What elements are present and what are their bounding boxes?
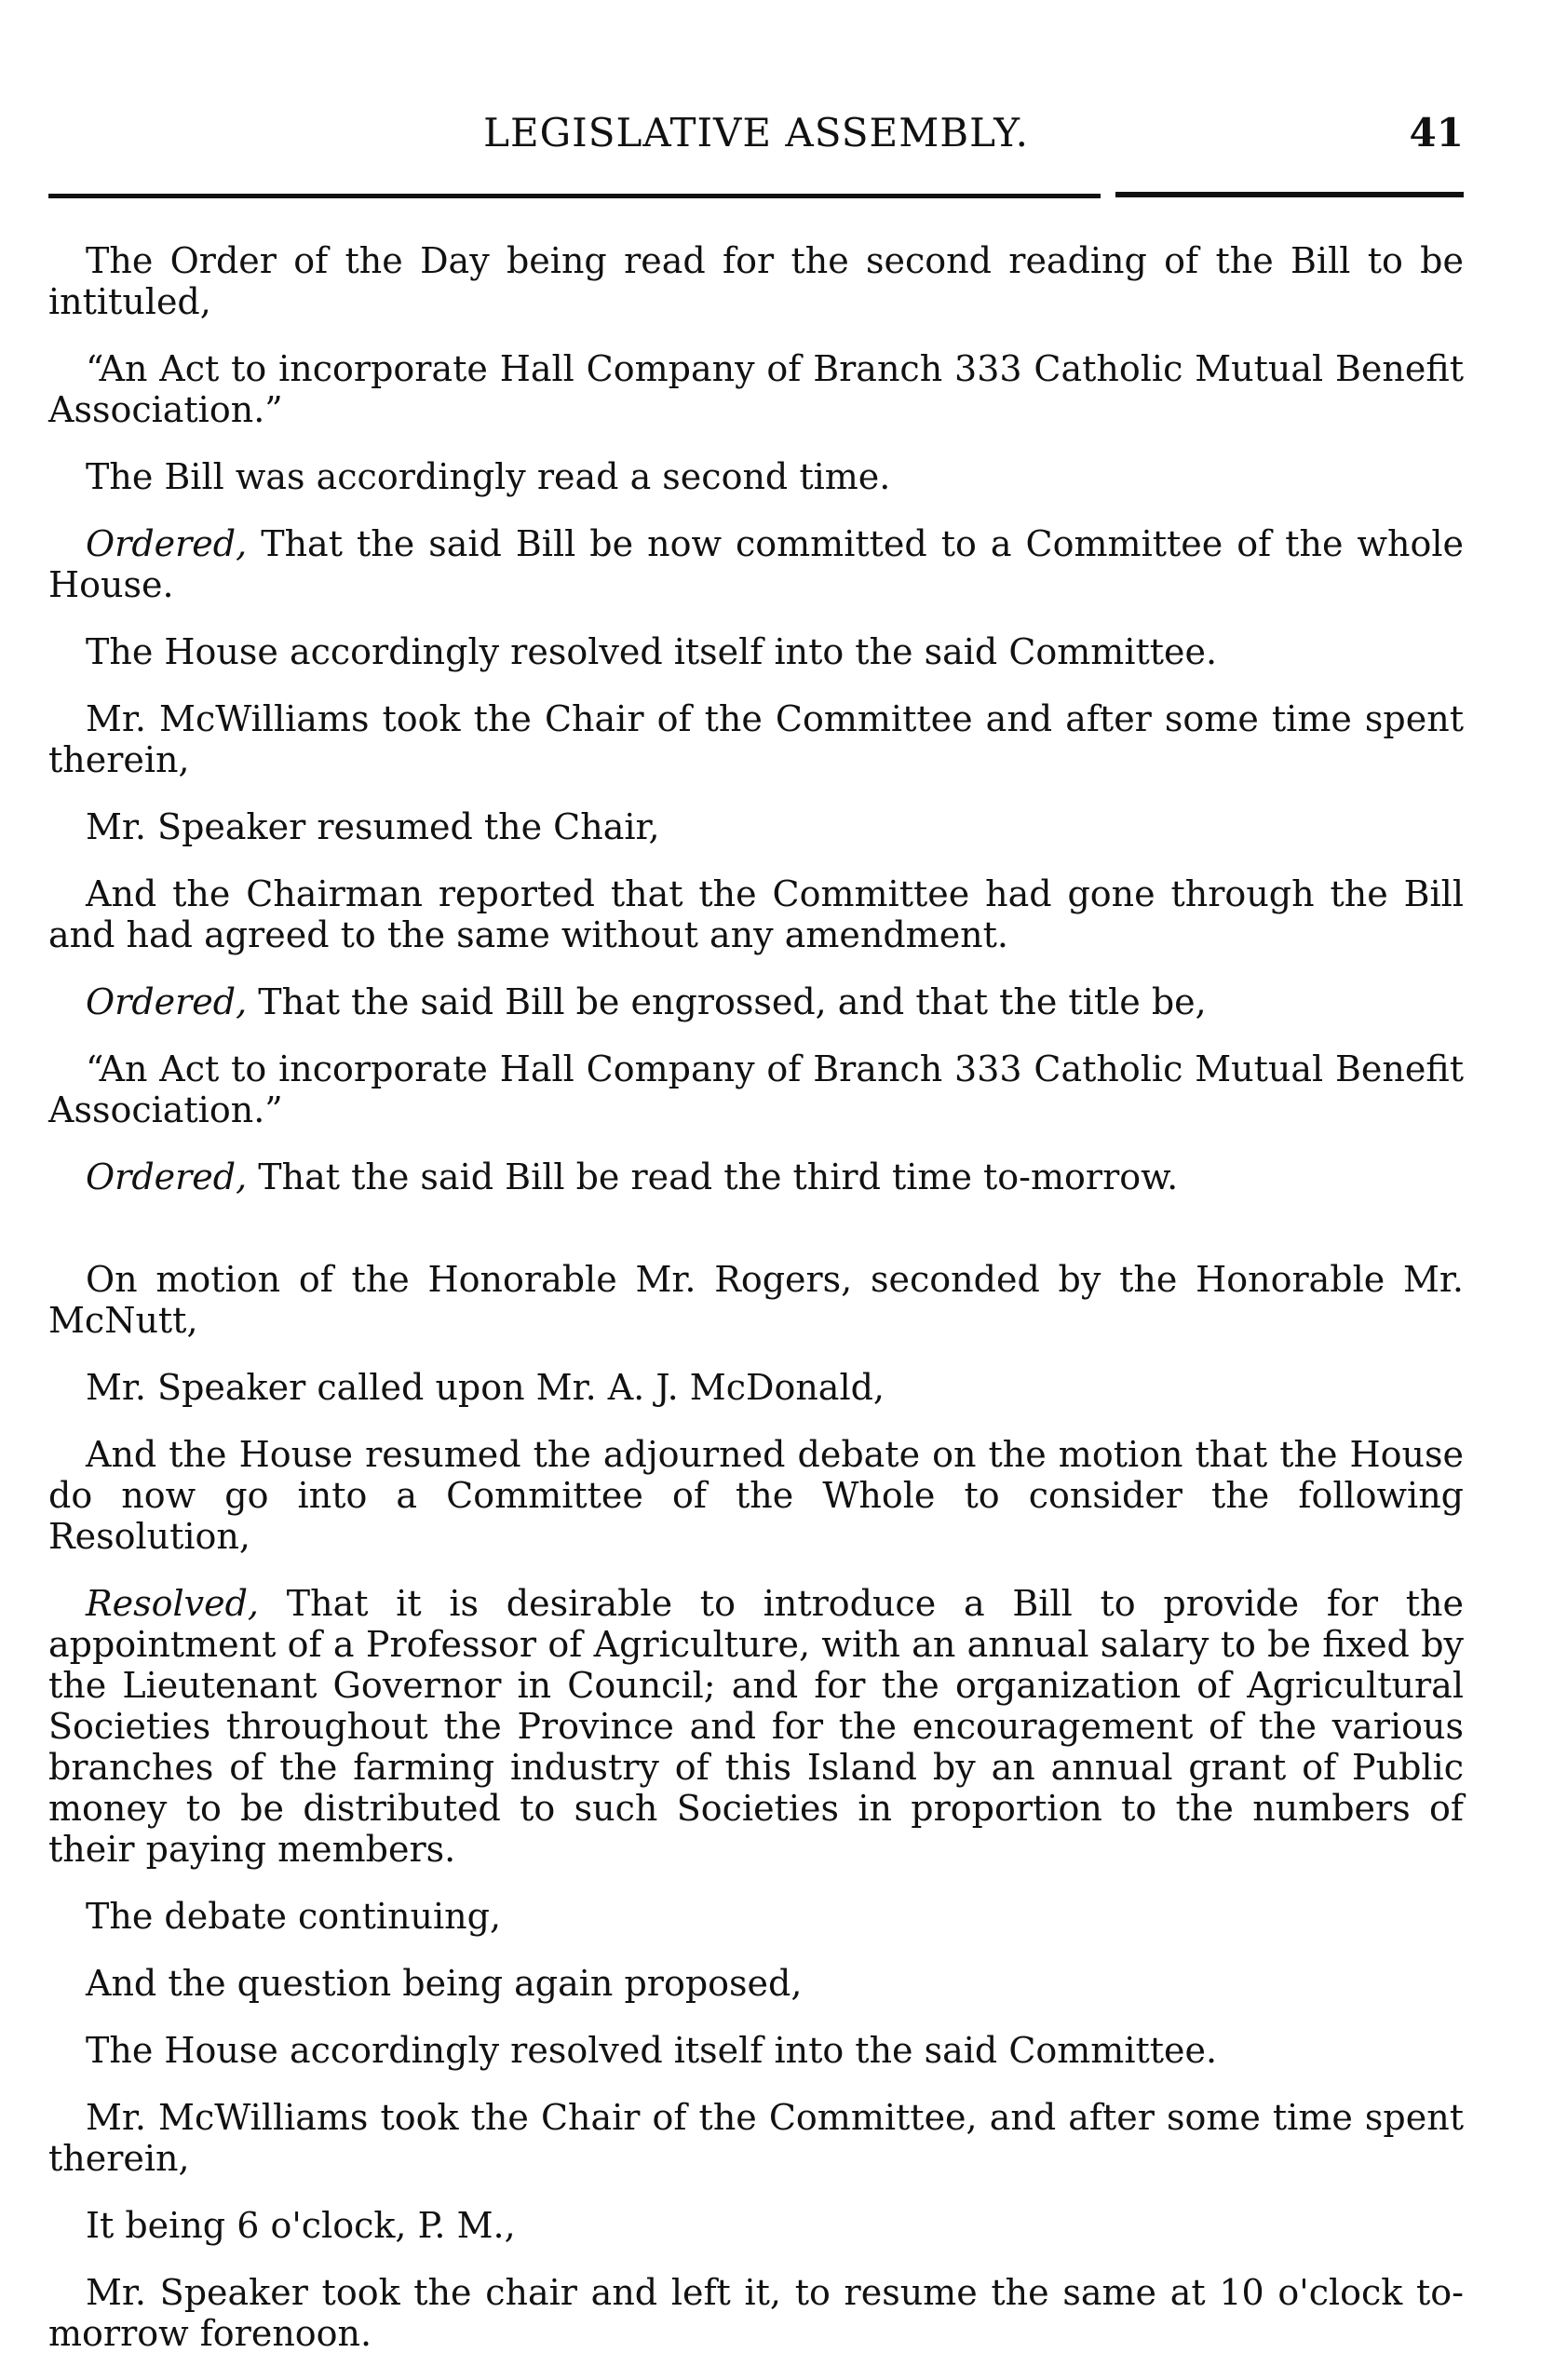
paragraph-text: That the said Bill be now committed to a Committee of the whole House.: [48, 523, 1464, 605]
page-header-title: LEGISLATIVE ASSEMBLY.: [483, 110, 1029, 156]
paragraph-text: Mr. McWilliams took the Chair of the Committee and after some time spent therein,: [48, 698, 1464, 780]
paragraph-text: Mr. Speaker called upon Mr. A. J. McDonald,: [86, 1367, 885, 1408]
paragraph: [48, 1367, 1464, 1408]
paragraph-text: The debate continuing,: [86, 1896, 502, 1937]
paragraph-text: That the said Bill be read the third time to-morrow.: [258, 1156, 1179, 1197]
paragraph: [48, 456, 1464, 497]
paragraph-text: Mr. McWilliams took the Chair of the Committee, and after some time spent therein,: [48, 2097, 1464, 2179]
paragraph: [48, 698, 1464, 780]
paragraph-text: It being 6 o'clock, P. M.,: [86, 2205, 516, 2246]
paragraph: [48, 1434, 1464, 1557]
paragraph-text: The Bill was accordingly read a second time.: [86, 456, 891, 497]
paragraph: [48, 1583, 1464, 1870]
page-number: 41: [1409, 110, 1464, 156]
paragraph-lead: Ordered,: [86, 981, 248, 1022]
paragraph: [48, 2030, 1464, 2071]
paragraph-text: That it is desirable to introduce a Bill to provide for the appointment of a Professor of Agriculture, with an annual salary to be fixed by the Lieutenant Governor in Council; and for the organization of Agricultural Societies throughout the Province and for the encouragement of the various branches of the farming industry of this Island by an annual grant of Public money to be distributed to such Societies in proportion to the numbers of their paying members.: [48, 1583, 1464, 1870]
paragraph: [48, 1896, 1464, 1937]
paragraph-lead: Resolved,: [86, 1583, 259, 1624]
running-header: [48, 110, 1464, 166]
paragraph-text: That the said Bill be engrossed, and that the title be,: [258, 981, 1207, 1022]
paragraph: [48, 1259, 1464, 1341]
paragraph: [48, 1048, 1464, 1130]
paragraph: [48, 631, 1464, 672]
paragraph: [48, 981, 1464, 1022]
paragraph: [48, 348, 1464, 430]
paragraph-text: On motion of the Honorable Mr. Rogers, seconded by the Honorable Mr. McNutt,: [48, 1259, 1464, 1341]
paragraph: [48, 873, 1464, 955]
paragraph: [48, 523, 1464, 605]
paragraph-text: And the Chairman reported that the Committee had gone through the Bill and had agreed to the same without any amendment.: [48, 873, 1464, 955]
paragraph-text: Mr. Speaker resumed the Chair,: [86, 806, 660, 847]
body-text: [48, 240, 1464, 2380]
paragraph: [48, 2272, 1464, 2354]
paragraph-text: “An Act to incorporate Hall Company of Branch 333 Catholic Mutual Benefit Association.”: [48, 348, 1464, 430]
header-rule-right: [1115, 192, 1464, 197]
paragraph-text: The House accordingly resolved itself into the said Committee.: [86, 631, 1218, 672]
paragraph-text: And the question being again proposed,: [86, 1963, 803, 2004]
paragraph-lead: Ordered,: [86, 1156, 248, 1197]
paragraph-text: The House accordingly resolved itself into the said Committee.: [86, 2030, 1218, 2071]
paragraph-text: Mr. Speaker took the chair and left it, to resume the same at 10 o'clock to-morrow forenoon.: [48, 2272, 1464, 2354]
header-rule-left: [48, 194, 1101, 198]
paragraph: [48, 806, 1464, 847]
paragraph-text: The Order of the Day being read for the second reading of the Bill to be intituled,: [48, 240, 1464, 322]
paragraph-text: “An Act to incorporate Hall Company of Branch 333 Catholic Mutual Benefit Association.”: [48, 1048, 1464, 1130]
paragraph-lead: Ordered,: [86, 523, 248, 564]
paragraph: [48, 240, 1464, 322]
paragraph: [48, 2097, 1464, 2179]
paragraph: [48, 1963, 1464, 2004]
paragraph-text: And the House resumed the adjourned debate on the motion that the House do now go into a Committee of the Whole to consider the following Resolution,: [48, 1434, 1464, 1557]
paragraph: [48, 1156, 1464, 1197]
paragraph: [48, 2205, 1464, 2246]
